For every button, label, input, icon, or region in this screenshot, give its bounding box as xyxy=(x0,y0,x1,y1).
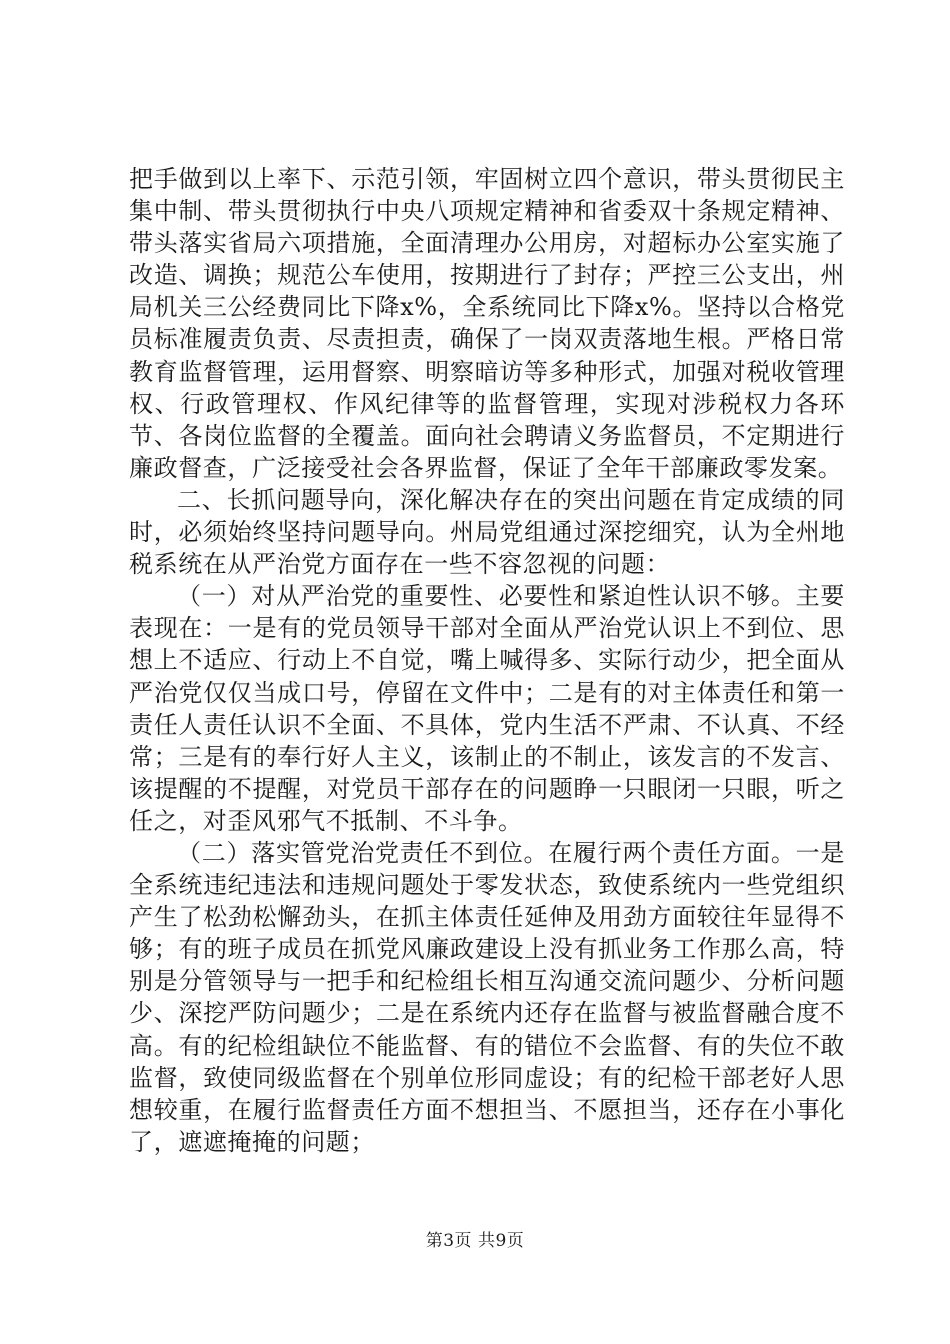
paragraph-3: （一）对从严治党的重要性、必要性和紧迫性认识不够。主要表现在：一是有的党员领导干部对全面从严治党认识上不到位、思想上不适应、行动上不自觉，嘴上喊得多、实际行动少，把全面从严治党仅仅当成口号，停留在文件中；二是有的对主体责任和第一责任人责任认识不全面、不具体，党内生活不严肃、不认真、不经常；三是有的奉行好人主义，该制止的不制止，该发言的不发言、该提醒的不提醒，对党员干部存在的问题睁一只眼闭一只眼，听之任之，对歪风邪气不抵制、不斗争。 xyxy=(129,582,845,835)
document-body xyxy=(129,163,845,1158)
paragraph-2: 二、长抓问题导向，深化解决存在的突出问题在肯定成绩的同时，必须始终坚持问题导向。州局党组通过深挖细究，认为全州地税系统在从严治党方面存在一些不容忽视的问题： xyxy=(129,485,845,579)
page-number: 第3页 共9页 xyxy=(425,1231,525,1251)
page-footer xyxy=(0,1230,950,1252)
paragraph-1: 把手做到以上率下、示范引领，牢固树立四个意识，带头贯彻民主集中制、带头贯彻执行中央八项规定精神和省委双十条规定精神、带头落实省局六项措施，全面清理办公用房，对超标办公室实施了改造、调换；规范公车使用，按期进行了封存；严控三公支出，州局机关三公经费同比下降x%，全系统同比下降x%。坚持以合格党员标准履责负责、尽责担责，确保了一岗双责落地生根。严格日常教育监督管理，运用督察、明察暗访等多种形式，加强对税收管理权、行政管理权、作风纪律等的监督管理，实现对涉税权力各环节、各岗位监督的全覆盖。面向社会聘请义务监督员，不定期进行廉政督查，广泛接受社会各界监督，保证了全年干部廉政零发案。 xyxy=(129,165,845,482)
paragraph-4: （二）落实管党治党责任不到位。在履行两个责任方面。一是全系统违纪违法和违规问题处于零发状态，致使系统内一些党组织产生了松劲松懈劲头，在抓主体责任延伸及用劲方面较往年显得不够；有的班子成员在抓党风廉政建设上没有抓业务工作那么高，特别是分管领导与一把手和纪检组长相互沟通交流问题少、分析问题少、深挖严防问题少；二是在系统内还存在监督与被监督融合度不高。有的纪检组缺位不能监督、有的错位不会监督、有的失位不敢监督，致使同级监督在个别单位形同虚设；有的纪检干部老好人思想较重，在履行监督责任方面不想担当、不愿担当，还存在小事化了，遮遮掩掩的问题； xyxy=(129,838,845,1156)
